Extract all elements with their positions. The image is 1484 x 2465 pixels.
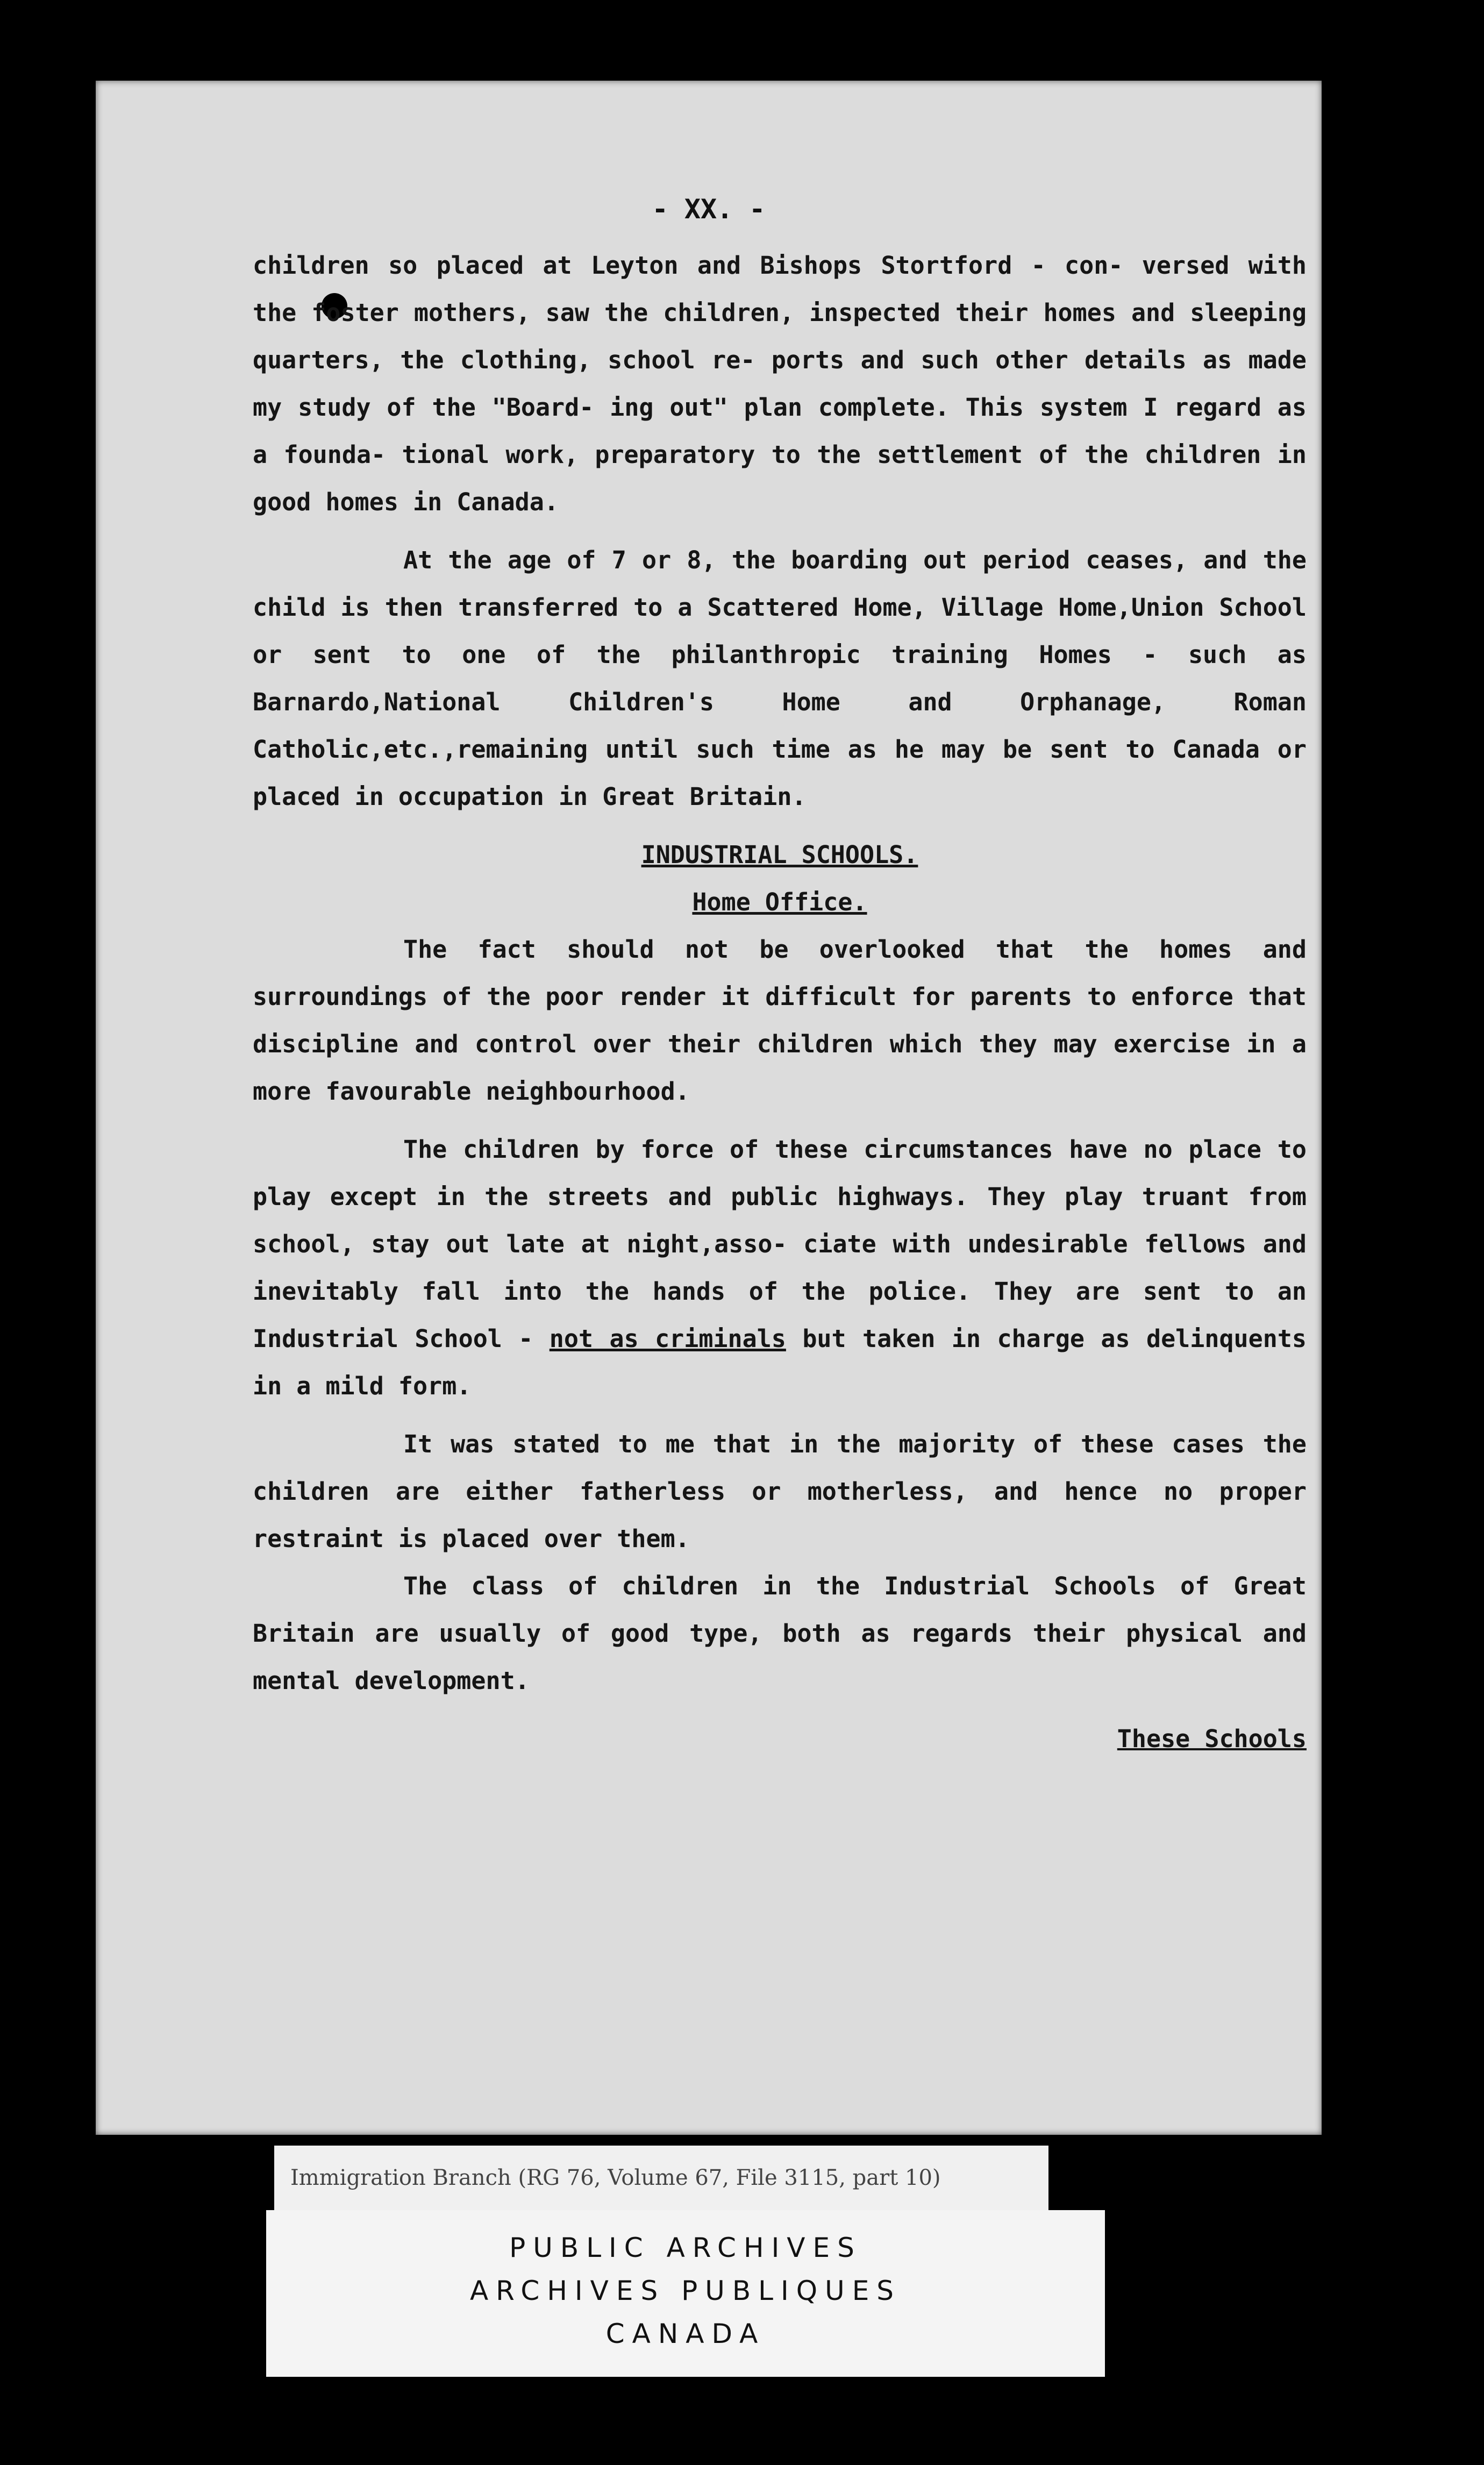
stamp-line-country: CANADA [605, 2318, 766, 2349]
section-heading-text: INDUSTRIAL SCHOOLS. [641, 840, 918, 869]
archive-reference-label: Immigration Branch (RG 76, Volume 67, File 3115, part 10) [274, 2146, 1048, 2210]
page-number: - XX. - [652, 194, 766, 225]
paragraph-homes-of-poor: The fact should not be overlooked that the homes and surroundings of the poor render it difficult for parents to enforce that discipline and control over their children which they may exercise in a more favourable neighbourhood. [253, 935, 1307, 1106]
document-body [253, 242, 1307, 1763]
section-heading [253, 831, 1307, 879]
paragraph-gap [253, 821, 1307, 831]
subsection-heading [253, 879, 1307, 926]
catchword [253, 1715, 1307, 1763]
paragraph-gap [253, 526, 1307, 537]
paragraph-majority: It was stated to me that in the majority of these cases the children are either fatherless or motherless, and hence no proper restraint is placed over them. [253, 1430, 1307, 1553]
paragraph-gap [253, 1115, 1307, 1126]
paragraph-gap [253, 1410, 1307, 1421]
paragraph-circumstances-text: The children by force of these circumstances have no place to play except in the streets and public highways. They play truant from school, stay out late at night,asso- ciate with undesirable fellows and inevitably fall into the hands of the police. They are sent to an Industrial School - [253, 1135, 1307, 1353]
catchword-text: These Schools [1117, 1725, 1307, 1753]
paragraph-boarding-out: children so placed at Leyton and Bishops Stortford - con- versed with the foster mothers, saw the children, inspected their homes and sleeping quarters, the clothing, school re- ports and such other details as made my study of the "Board- ing out" plan complete. This system I regard as a founda- tional work, preparatory to the settlement of the children in good homes in Canada. [253, 251, 1307, 516]
paragraph-class-of-children: The class of children in the Industrial Schools of Great Britain are usually of good type, both as regards their physical and mental development. [253, 1572, 1307, 1695]
paragraph-circumstances-end: but taken in charge as delinquents in a mild form. [253, 1324, 1307, 1400]
underlined-phrase: not as criminals [549, 1324, 786, 1353]
stamp-line-french: ARCHIVES PUBLIQUES [469, 2275, 902, 2306]
paragraph-gap [253, 1705, 1307, 1715]
subsection-heading-text: Home Office. [692, 888, 867, 916]
paragraph-circumstances [253, 1126, 1307, 1410]
paragraph-transfer: At the age of 7 or 8, the boarding out period ceases, and the child is then transferred to a Scattered Home, Village Home,Union School or sent to one of the philanthropic training Homes - such as Barnardo,National Children's Home and Orphanage, Roman Catholic,etc.,remaining until such time as he may be sent to Canada or placed in occupation in Great Britain. [253, 546, 1307, 811]
archive-stamp [266, 2210, 1105, 2377]
stamp-line-english: PUBLIC ARCHIVES [509, 2232, 862, 2263]
